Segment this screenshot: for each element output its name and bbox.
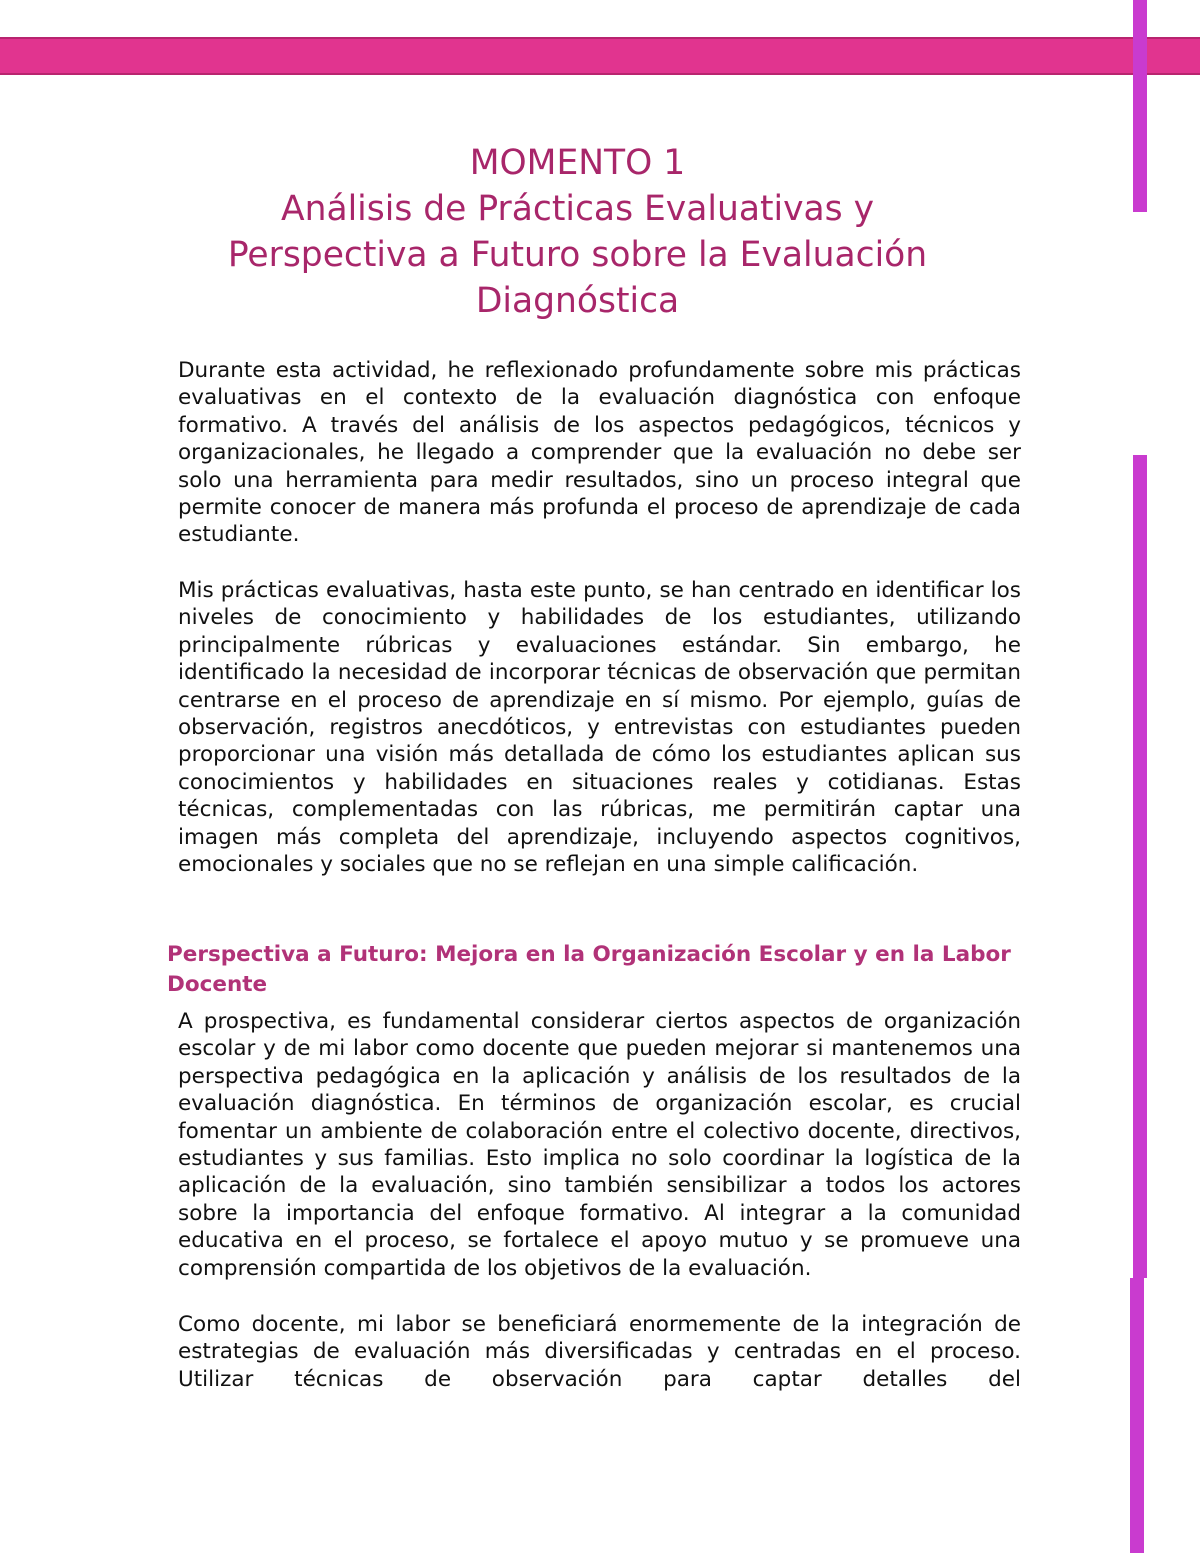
- side-stripe-top: [1133, 0, 1147, 212]
- document-title: [150, 140, 1005, 324]
- side-stripe-middle: [1133, 455, 1147, 1278]
- top-accent-bar: [0, 37, 1200, 75]
- paragraph-teacher-role: Como docente, mi labor se beneficiará enormemente de la integración de estrategias de evaluación más diversificadas y centradas en el proceso. Utilizar técnicas de observación para captar detalles del: [178, 1312, 1021, 1392]
- title-line-2: Análisis de Prácticas Evaluativas y: [280, 189, 874, 229]
- title-line-4: Diagnóstica: [475, 281, 680, 321]
- title-line-3: Perspectiva a Futuro sobre la Evaluación: [227, 235, 928, 275]
- side-stripe-bottom: [1130, 1278, 1144, 1553]
- paragraph-prospective: A prospectiva, es fundamental considerar ciertos aspectos de organización escolar y de mi labor como docente que pueden mejorar si mantenemos una perspectiva pedagógica en la aplicación y análisis de los resultados de la evaluación diagnóstica. En términos de organización escolar, es crucial fomentar un ambiente de colaboración entre el colectivo docente, directivos, estudiantes y sus familias. Esto implica no solo coordinar la logística de la aplicación de la evaluación, sino también sensibilizar a todos los actores sobre la importancia del enfoque formativo. Al integrar a la comunidad educativa en el proceso, se fortalece el apoyo mutuo y se promueve una comprensión compartida de los objetivos de la evaluación.: [178, 1009, 1021, 1281]
- paragraph-reflection: Durante esta actividad, he reflexionado profundamente sobre mis prácticas evaluativas en el contexto de la evaluación diagnóstica con enfoque formativo. A través del análisis de los aspectos pedagógicos, técnicos y organizacionales, he llegado a comprender que la evaluación no debe ser solo una herramienta para medir resultados, sino un proceso integral que permite conocer de manera más profunda el proceso de aprendizaje de cada estudiante.: [178, 358, 1021, 548]
- paragraph-practices: Mis prácticas evaluativas, hasta este punto, se han centrado en identificar los niveles de conocimiento y habilidades de los estudiantes, utilizando principalmente rúbricas y evaluaciones estándar. Sin embargo, he identificado la necesidad de incorporar técnicas de observación que permitan centrarse en el proceso de aprendizaje en sí mismo. Por ejemplo, guías de observación, registros anecdóticos, y entrevistas con estudiantes pueden proporcionar una visión más detallada de cómo los estudiantes aplican sus conocimientos y habilidades en situaciones reales y cotidianas. Estas técnicas, complementadas con las rúbricas, me permitirán captar una imagen más completa del aprendizaje, incluyendo aspectos cognitivos, emocionales y sociales que no se reflejan en una simple calificación.: [178, 578, 1021, 878]
- title-line-1: MOMENTO 1: [469, 143, 686, 183]
- section-heading: Perspectiva a Futuro: Mejora en la Organización Escolar y en la Labor Docente: [167, 942, 1011, 997]
